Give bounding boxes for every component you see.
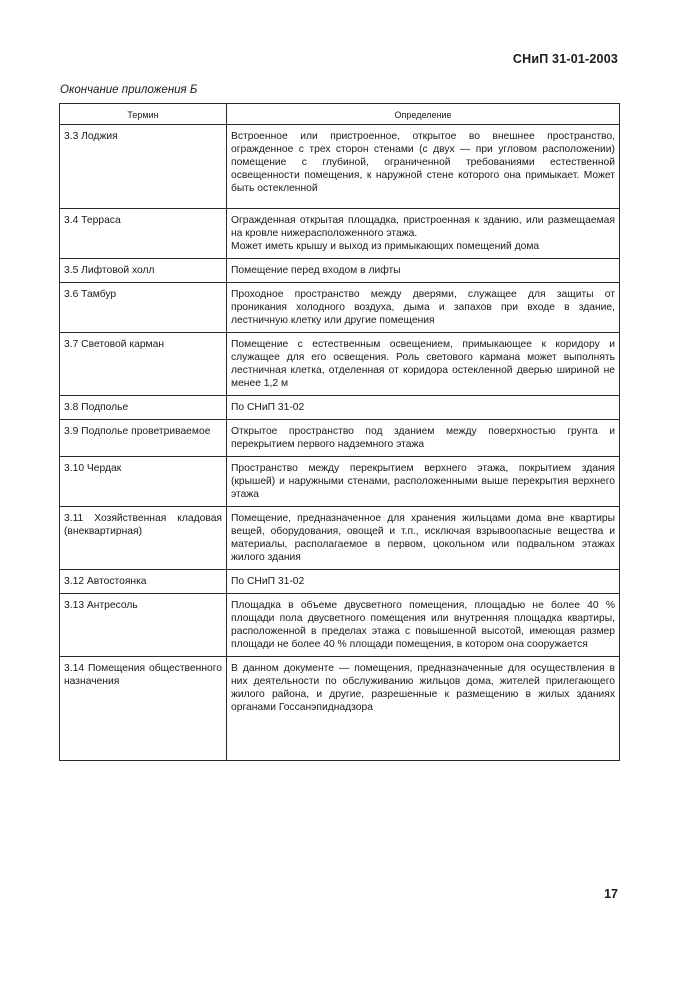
definition-cell: Помещение, предназначенное для хранения жильцами дома вне квартиры вещей, оборудования, овощей и т.п., исключая взрывоопасные вещества и материалы, располагаемое в первом, цокольном или подвальном этажах жилого здания [227, 507, 620, 570]
term-cell: 3.8 Подполье [60, 396, 227, 420]
table-row [60, 333, 620, 396]
table-row [60, 420, 620, 457]
column-header-definition: Определение [227, 104, 620, 125]
definition-cell: По СНиП 31-02 [227, 396, 620, 420]
definition-cell: По СНиП 31-02 [227, 570, 620, 594]
terms-table [59, 103, 620, 761]
document-code: СНиП 31-01-2003 [512, 52, 618, 66]
term-cell: 3.3 Лоджия [60, 125, 227, 209]
definition-cell: В данном документе — помещения, предназначенные для осуществления в них деятельности по обслуживанию жильцов дома, жителей прилегающего жилого района, и другие, разрешенные к размещению в жилых зданиях органами Госсанэпиднадзора [227, 657, 620, 761]
table-row [60, 259, 620, 283]
definition-cell: Пространство между перекрытием верхнего этажа, покрытием здания (крышей) и наружными стенами, расположенными выше перекрытия верхнего этажа [227, 457, 620, 507]
term-cell: 3.7 Световой карман [60, 333, 227, 396]
term-cell: 3.12 Автостоянка [60, 570, 227, 594]
table-header-row [60, 104, 620, 125]
term-cell: 3.10 Чердак [60, 457, 227, 507]
term-cell: 3.11 Хозяйственная кладовая (внеквартирная) [60, 507, 227, 570]
definition-cell: Площадка в объеме двусветного помещения, площадью не более 40 % площади пола двусветного помещения или внутренняя площадка квартиры, расположенной в пределах этажа с повышенной высотой, имеющая размер площади не более 40 % площади помещения, в котором она сооружается [227, 594, 620, 657]
appendix-caption: Окончание приложения Б [60, 84, 198, 96]
definition-cell: Проходное пространство между дверями, служащее для защиты от проникания холодного воздуха, дыма и запахов при входе в здание, лестничную клетку или другие помещения [227, 283, 620, 333]
definition-cell: Встроенное или пристроенное, открытое во внешнее пространство, огражденное с трех сторон стенами (с двух — при угловом расположении) помещение с глубиной, ограниченной требованиями естественной освещенности помещения, к наружной стене которого она примыкает. Может быть остекленной [227, 125, 620, 209]
table-row [60, 396, 620, 420]
table-row [60, 594, 620, 657]
table-row [60, 125, 620, 209]
table-row [60, 457, 620, 507]
table-row [60, 209, 620, 259]
term-cell: 3.9 Подполье проветриваемое [60, 420, 227, 457]
definition-cell: Огражденная открытая площадка, пристроенная к зданию, или размещаемая на кровле нижерасположенного этажа. Может иметь крышу и выход из примыкающих помещений дома [227, 209, 620, 259]
definition-cell: Открытое пространство под зданием между поверхностью грунта и перекрытием первого надземного этажа [227, 420, 620, 457]
term-cell: 3.14 Помещения общественного назначения [60, 657, 227, 761]
table-row [60, 570, 620, 594]
table-row [60, 657, 620, 761]
page-number: 17 [604, 887, 618, 901]
definition-cell: Помещение с естественным освещением, примыкающее к коридору и служащее для его освещения. Роль светового кармана может выполнять лестничная клетка, отделенная от коридора остекленной дверью шириной не менее 1,2 м [227, 333, 620, 396]
definition-cell: Помещение перед входом в лифты [227, 259, 620, 283]
term-cell: 3.13 Антресоль [60, 594, 227, 657]
table-row [60, 283, 620, 333]
table-row [60, 507, 620, 570]
column-header-term: Термин [60, 104, 227, 125]
term-cell: 3.5 Лифтовой холл [60, 259, 227, 283]
term-cell: 3.4 Терраса [60, 209, 227, 259]
term-cell: 3.6 Тамбур [60, 283, 227, 333]
